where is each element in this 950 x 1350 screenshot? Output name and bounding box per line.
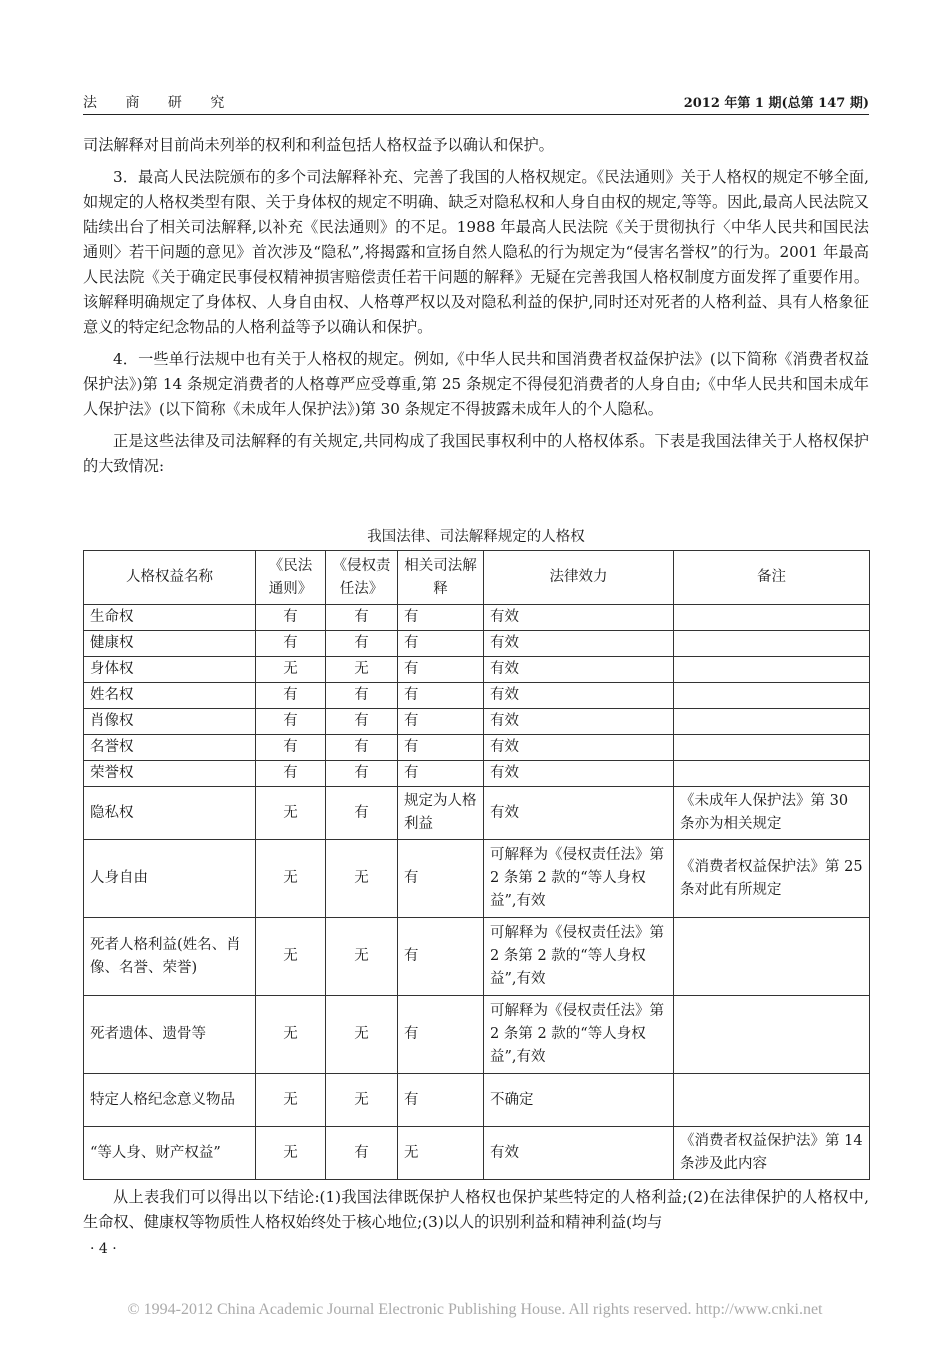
- table-cell: 有效: [484, 1127, 674, 1180]
- issue-info: 2012 年第 1 期(总第 147 期): [683, 96, 869, 111]
- table-cell: [674, 709, 870, 735]
- table-cell: 有: [398, 631, 484, 657]
- table-cell: [674, 657, 870, 683]
- table-cell: “等人身、财产权益”: [84, 1127, 256, 1180]
- table-cell: 有: [256, 761, 326, 787]
- table-cell: 无: [256, 996, 326, 1074]
- table-header-row: [84, 551, 870, 605]
- table-cell: 《消费者权益保护法》第 25 条对此有所规定: [674, 840, 870, 918]
- table-row: [84, 996, 870, 1074]
- conclusion-paragraph: 从上表我们可以得出以下结论:(1)我国法律既保护人格权也保护某些特定的人格利益;(2)在法律保护的人格权中,生命权、健康权等物质性人格权始终处于核心地位;(3)以人的识别利益和精神利益(均与: [83, 1188, 869, 1231]
- table-cell: 有: [326, 761, 398, 787]
- table-cell: 不确定: [484, 1074, 674, 1127]
- table-cell: 规定为人格利益: [398, 787, 484, 840]
- table-cell: 有效: [484, 657, 674, 683]
- paragraph: 司法解释对目前尚未列举的权利和利益包括人格权益予以确认和保护。: [83, 136, 554, 154]
- column-header: 《侵权责任法》: [326, 551, 398, 605]
- table-cell: 健康权: [84, 631, 256, 657]
- table-cell: 有: [326, 605, 398, 631]
- table-cell: 有效: [484, 787, 674, 840]
- table-cell: 肖像权: [84, 709, 256, 735]
- table-cell: 有: [326, 683, 398, 709]
- table-cell: [674, 1074, 870, 1127]
- table-row: [84, 918, 870, 996]
- table-cell: 无: [256, 918, 326, 996]
- table-cell: 《消费者权益保护法》第 14 条涉及此内容: [674, 1127, 870, 1180]
- personality-rights-table: [83, 550, 870, 1180]
- table-cell: 有: [398, 761, 484, 787]
- table-cell: 无: [326, 996, 398, 1074]
- table-cell: [674, 735, 870, 761]
- table-cell: 无: [326, 1074, 398, 1127]
- table-row: [84, 787, 870, 840]
- table-cell: 有: [398, 683, 484, 709]
- page-number: · 4 ·: [90, 1241, 117, 1257]
- table-cell: 死者遗体、遗骨等: [84, 996, 256, 1074]
- table-cell: 身体权: [84, 657, 256, 683]
- table-cell: 无: [256, 787, 326, 840]
- table-cell: 有: [398, 657, 484, 683]
- table-cell: 有: [398, 1074, 484, 1127]
- table-cell: 无: [256, 840, 326, 918]
- table-cell: 有: [256, 683, 326, 709]
- table-caption: 我国法律、司法解释规定的人格权: [367, 529, 585, 545]
- paragraph: 3．最高人民法院颁布的多个司法解释补充、完善了我国的人格权规定。《民法通则》关于人格权的规定不够全面,如规定的人格权类型有限、关于身体权的规定不明确、缺乏对隐私权和人身自由权的规定,等等。因此,最高人民法院又陆续出台了相关司法解释,以补充《民法通则》的不足。1988 年最高人民法院《关于贯彻执行〈中华人民共和国民法通则〉若干问题的意见》首次涉及“隐私”,将揭露和宣扬自然人隐私的行为规定为“侵害名誉权”的行为。2001 年最高人民法院《关于确定民事侵权精神损害赔偿责任若干问题的解释》无疑在完善我国人格权制度方面发挥了重要作用。该解释明确规定了身体权、人身自由权、人格尊严权以及对隐私利益的保护,同时还对死者的人格利益、具有人格象征意义的特定纪念物品的人格利益等予以确认和保护。: [83, 168, 869, 336]
- table-cell: 有: [326, 735, 398, 761]
- table-cell: [674, 918, 870, 996]
- running-header: [83, 92, 869, 115]
- table-cell: 有: [326, 631, 398, 657]
- body-text: [83, 133, 869, 486]
- paragraph: 正是这些法律及司法解释的有关规定,共同构成了我国民事权利中的人格权体系。下表是我国法律关于人格权保护的大致情况:: [83, 432, 869, 475]
- column-header: 备注: [674, 551, 870, 605]
- table-cell: 有: [398, 735, 484, 761]
- table-cell: 无: [326, 918, 398, 996]
- table-cell: [674, 996, 870, 1074]
- table-row: [84, 657, 870, 683]
- journal-title: 法 商 研 究: [83, 95, 237, 111]
- table-row: [84, 735, 870, 761]
- table-row: [84, 631, 870, 657]
- table-cell: 有效: [484, 631, 674, 657]
- table-row: [84, 761, 870, 787]
- table-cell: 有: [398, 840, 484, 918]
- table-cell: 隐私权: [84, 787, 256, 840]
- table-cell: 有: [256, 735, 326, 761]
- table-cell: 可解释为《侵权责任法》第 2 条第 2 款的“等人身权益”,有效: [484, 918, 674, 996]
- copyright-watermark: © 1994-2012 China Academic Journal Electronic Publishing House. All rights reserved. http://www.cnki.net: [127, 1301, 823, 1318]
- table-cell: [674, 761, 870, 787]
- table-cell: [674, 631, 870, 657]
- table-cell: 可解释为《侵权责任法》第 2 条第 2 款的“等人身权益”,有效: [484, 840, 674, 918]
- table-cell: 名誉权: [84, 735, 256, 761]
- table-cell: 有效: [484, 683, 674, 709]
- table-cell: 无: [256, 1074, 326, 1127]
- table-cell: [674, 683, 870, 709]
- table-cell: 有效: [484, 709, 674, 735]
- table-cell: 生命权: [84, 605, 256, 631]
- table-cell: 无: [326, 657, 398, 683]
- table-cell: 可解释为《侵权责任法》第 2 条第 2 款的“等人身权益”,有效: [484, 996, 674, 1074]
- table-cell: 姓名权: [84, 683, 256, 709]
- table-cell: 有效: [484, 605, 674, 631]
- table-cell: 有: [398, 709, 484, 735]
- table-cell: 无: [398, 1127, 484, 1180]
- table-cell: 特定人格纪念意义物品: [84, 1074, 256, 1127]
- table-row: [84, 709, 870, 735]
- table-cell: 有: [398, 996, 484, 1074]
- table-cell: 荣誉权: [84, 761, 256, 787]
- table-cell: 有: [326, 709, 398, 735]
- table-cell: [674, 605, 870, 631]
- table-cell: 《未成年人保护法》第 30 条亦为相关规定: [674, 787, 870, 840]
- table-cell: 无: [256, 1127, 326, 1180]
- paragraph: 4．一些单行法规中也有关于人格权的规定。例如,《中华人民共和国消费者权益保护法》(以下简称《消费者权益保护法》)第 14 条规定消费者的人格尊严应受尊重,第 25 条规定不得侵犯消费者的人身自由;《中华人民共和国未成年人保护法》(以下简称《未成年人保护法》)第 30 条规定不得披露未成年人的个人隐私。: [83, 350, 869, 418]
- column-header: 法律效力: [484, 551, 674, 605]
- table-row: [84, 1074, 870, 1127]
- table-cell: 有效: [484, 761, 674, 787]
- table-cell: 有: [256, 605, 326, 631]
- table-cell: 有: [398, 605, 484, 631]
- table-cell: 无: [256, 657, 326, 683]
- table-cell: 有: [398, 918, 484, 996]
- column-header: 《民法通则》: [256, 551, 326, 605]
- table-row: [84, 683, 870, 709]
- table-row: [84, 840, 870, 918]
- table-cell: 死者人格利益(姓名、肖像、名誉、荣誉): [84, 918, 256, 996]
- table-row: [84, 1127, 870, 1180]
- table-cell: 有效: [484, 735, 674, 761]
- column-header: 相关司法解释: [398, 551, 484, 605]
- table-row: [84, 605, 870, 631]
- table-cell: 有: [326, 1127, 398, 1180]
- table-cell: 无: [326, 840, 398, 918]
- table-cell: 有: [326, 787, 398, 840]
- table-cell: 有: [256, 709, 326, 735]
- table-cell: 有: [256, 631, 326, 657]
- column-header: 人格权益名称: [84, 551, 256, 605]
- table-cell: 人身自由: [84, 840, 256, 918]
